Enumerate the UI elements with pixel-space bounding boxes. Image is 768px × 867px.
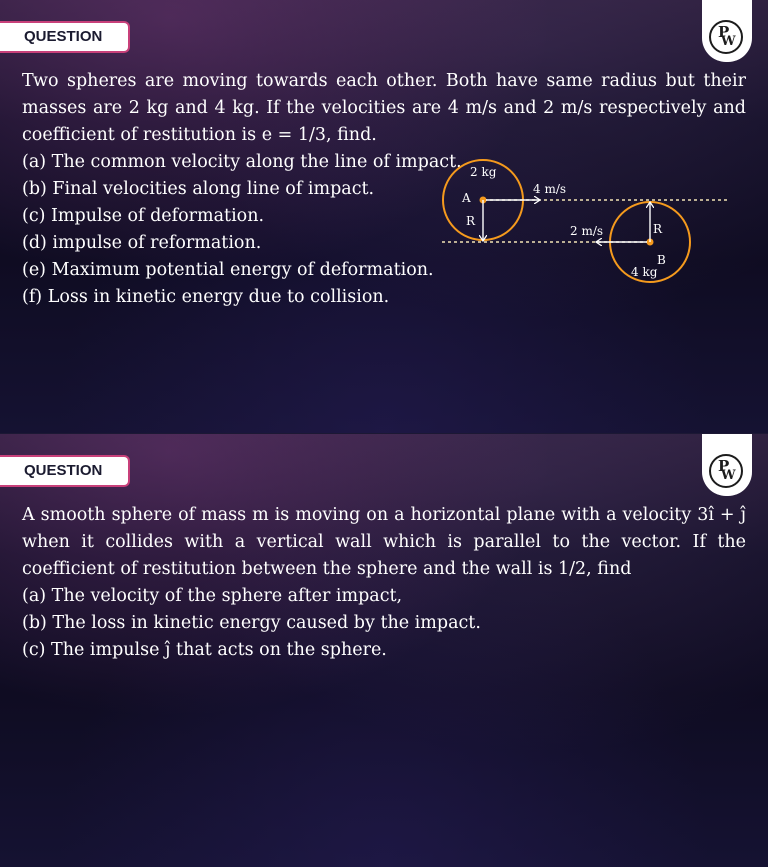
sphere-b-label: B: [657, 253, 666, 267]
question-statement: Two spheres are moving towards each other. Both have same radius but their masses are 2 kg and 4 kg. If the velocities are 4 m/s and 2 m/s respectively and coefficient of restitution is e = 1/3, find.: [22, 71, 746, 145]
sphere-b-radius-label: R: [653, 222, 663, 236]
question-tag: QUESTION: [0, 21, 130, 53]
pw-logo: [702, 0, 752, 62]
question-part-c: (c) The impulse ĵ that acts on the sphere.: [22, 640, 387, 660]
sphere-b-mass: 4 kg: [631, 265, 658, 279]
question-slide-1: [0, 0, 768, 433]
sphere-a-mass: 2 kg: [470, 165, 497, 179]
question-part-b: (b) Final velocities along line of impact.: [22, 179, 375, 199]
question-body: [22, 502, 746, 664]
velocity-a-label: 4 m/s: [533, 182, 567, 196]
question-part-f: (f) Loss in kinetic energy due to collision.: [22, 287, 390, 307]
question-part-b: (b) The loss in kinetic energy caused by the impact.: [22, 613, 481, 633]
sphere-a-radius-label: R: [466, 214, 476, 228]
question-part-a: (a) The velocity of the sphere after impact,: [22, 586, 403, 606]
velocity-b-label: 2 m/s: [570, 224, 604, 238]
question-part-a: (a) The common velocity along the line of impact.: [22, 152, 462, 172]
pw-logo-icon: P W: [709, 20, 743, 54]
question-part-e: (e) Maximum potential energy of deformation.: [22, 260, 434, 280]
pw-logo: [702, 434, 752, 496]
question-statement: A smooth sphere of mass m is moving on a horizontal plane with a velocity 3î + ĵ when it collides with a vertical wall which is parallel to the vector. If the coefficient of restitution between the sphere and the wall is 1/2, find: [22, 505, 746, 579]
pw-logo-icon: P W: [709, 454, 743, 488]
collision-diagram: [436, 155, 736, 290]
question-part-c: (c) Impulse of deformation.: [22, 206, 265, 226]
question-part-d: (d) impulse of reformation.: [22, 233, 262, 253]
question-slide-2: [0, 433, 768, 867]
sphere-a-label: A: [462, 191, 471, 205]
question-tag: QUESTION: [0, 455, 130, 487]
